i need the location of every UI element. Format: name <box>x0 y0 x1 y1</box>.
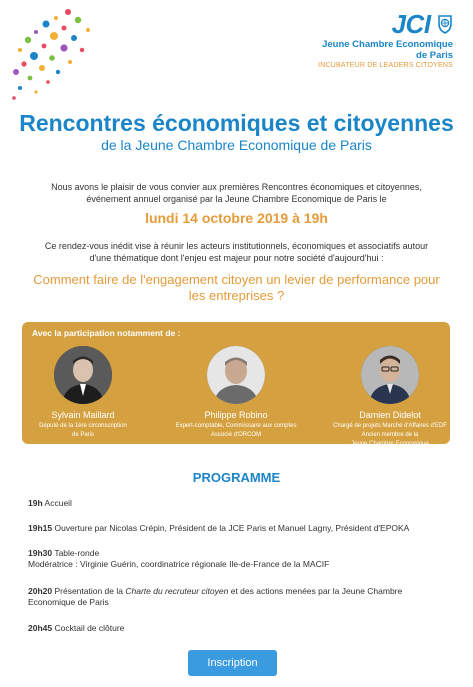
participant-role: Expert-comptable, Commissaire aux comptes <box>175 423 297 429</box>
description-text: Ce rendez-vous inédit vise à réunir les acteurs institutionnels, économiques et associatifs autour d'une thématique dont l'enjeu est majeur pour notre société d'aujourd'hui : <box>44 241 429 263</box>
page-subtitle: de la Jeune Chambre Economique de Paris <box>101 137 372 153</box>
participant-card <box>325 346 455 448</box>
programme-item <box>28 498 448 509</box>
theme-question: Comment faire de l'engagement citoyen un levier de performance pour les entreprises ? <box>33 272 440 303</box>
participant-photo <box>361 346 419 404</box>
programme-text: Cocktail de clôture <box>52 623 125 633</box>
inscription-button[interactable]: Inscription <box>188 650 277 676</box>
programme-title: PROGRAMME <box>192 470 281 485</box>
participant-photo <box>207 346 265 404</box>
logo-org-city: de Paris <box>416 50 453 61</box>
logo-wordmark: JCI <box>391 9 431 39</box>
participant-name: Damien Didelot <box>359 410 421 420</box>
participant-role: Ancien membre de la <box>361 432 419 438</box>
programme-text: Présentation de la <box>52 586 126 596</box>
logo-tagline: INCUBATEUR DE LEADERS CITOYENS <box>318 62 453 69</box>
participant-role: Associé d'ORCOM <box>210 432 262 438</box>
participant-role: Chargé de projets Marché d'Affaires d'EDF <box>333 423 447 429</box>
participant-role: Député de la 1ère circonscription <box>39 423 127 429</box>
logo-org-name: Jeune Chambre Economique <box>322 39 453 50</box>
programme-item <box>28 586 448 608</box>
jci-globe-icon <box>437 14 453 34</box>
event-date: lundi 14 octobre 2019 à 19h <box>145 210 328 226</box>
programme-item <box>28 548 448 570</box>
participant-role: de Paris <box>71 432 94 438</box>
participant-card <box>171 346 301 439</box>
participant-card <box>18 346 148 439</box>
participant-name: Philippe Robino <box>204 410 268 420</box>
programme-time: 20h45 <box>28 623 53 633</box>
person-silhouette-icon <box>361 346 419 404</box>
intro-text: Nous avons le plaisir de vous convier aux premières Rencontres économiques et citoyennes, événement annuel organisé par la Jeune Chambre Economique de Paris le <box>51 182 422 204</box>
participant-photo <box>54 346 112 404</box>
participants-panel <box>22 322 450 447</box>
programme-text: Accueil <box>42 498 72 508</box>
programme-text-continued: et des actions menées par la Jeune Chambre Economique de Paris <box>28 586 403 607</box>
programme-time: 19h30 <box>28 548 53 558</box>
page-title: Rencontres économiques et citoyennes <box>19 110 454 136</box>
programme-item <box>28 523 448 534</box>
programme-time: 19h15 <box>28 523 53 533</box>
programme-text: Table-ronde <box>52 548 100 558</box>
person-silhouette-icon <box>54 346 112 404</box>
programme-charter-title: Charte du recruteur citoyen <box>125 586 229 596</box>
programme-time: 19h <box>28 498 43 508</box>
programme-text: Ouverture par Nicolas Crépin, Président de la JCE Paris et Manuel Lagny, Président d'EPOKA <box>52 523 410 533</box>
programme-time: 20h20 <box>28 586 53 596</box>
person-silhouette-icon <box>207 346 265 404</box>
programme-subtext: Modératrice : Virginie Guérin, coordinatrice régionale Ile-de-France de la MACIF <box>28 559 330 569</box>
programme-item <box>28 623 448 634</box>
participants-title: Avec la participation notamment de : <box>32 328 181 338</box>
jci-logo <box>283 10 453 71</box>
participant-name: Sylvain Maillard <box>51 410 115 420</box>
participant-role: Jeune Chambre Economique <box>351 441 429 447</box>
confetti-dots-decoration <box>8 6 108 106</box>
